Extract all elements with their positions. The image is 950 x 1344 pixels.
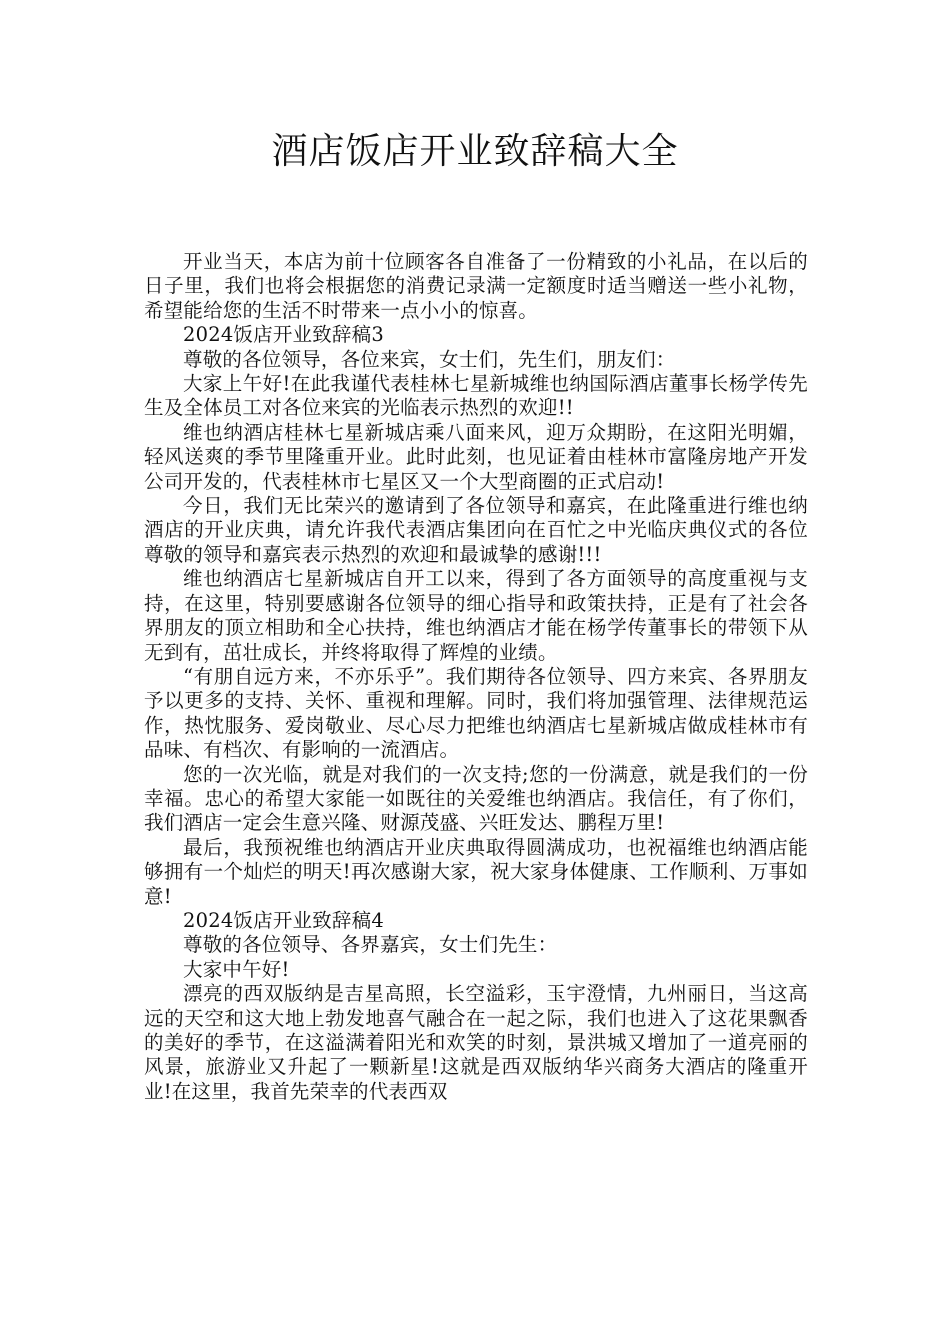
document-body: [144, 250, 808, 1104]
paragraph-welcome: 今日，我们无比荣兴的邀请到了各位领导和嘉宾，在此隆重进行维也纳酒店的开业庆典，请允许我代表酒店集团向在百忙之中光临庆典仪式的各位尊敬的领导和嘉宾表示热烈的欢迎和最诚挚的感谢!!!: [144, 494, 808, 566]
section-heading-3: 2024饭店开业致辞稿3: [183, 323, 384, 347]
document-title: 酒店饭店开业致辞稿大全: [271, 131, 679, 172]
paragraph-opening: 维也纳酒店桂林七星新城店乘八面来风，迎万众期盼，在这阳光明媚，轻风送爽的季节里隆重开业。此时此刻，也见证着由桂林市富隆房地产开发公司开发的，代表桂林市七星区又一个大型商圈的正式启动!: [144, 420, 808, 493]
paragraph-greeting-4: 大家中午好!: [183, 957, 290, 981]
paragraph-closing: 最后，我预祝维也纳酒店开业庆典取得圆满成功，也祝福维也纳酒店能够拥有一个灿烂的明天!再次感谢大家，祝大家身体健康、工作顺利、万事如意!: [144, 835, 808, 908]
paragraph-support: 您的一次光临，就是对我们的一次支持;您的一份满意，就是我们的一份幸福。忠心的希望大家能一如既往的关爱维也纳酒店。我信任，有了你们，我们酒店一定会生意兴隆、财源茂盛、兴旺发达、鹏程万里!: [144, 762, 808, 835]
paragraph-gift: 开业当天，本店为前十位顾客各自准备了一份精致的小礼品，在以后的日子里，我们也将会根据您的消费记录满一定额度时适当赠送一些小礼物，希望能给您的生活不时带来一点小小的惊喜。: [144, 250, 808, 322]
section-heading-4: 2024饭店开业致辞稿4: [183, 908, 384, 932]
paragraph-thanks: 维也纳酒店七星新城店自开工以来，得到了各方面领导的高度重视与支持，在这里，特别要感谢各位领导的细心指导和政策扶持，正是有了社会各界朋友的顶立相助和全心扶持，维也纳酒店才能在杨学传董事长的带领下从无到有，茁壮成长，并终将取得了辉煌的业绩。: [144, 567, 808, 664]
paragraph-xishuangbanna: 漂亮的西双版纳是吉星高照，长空溢彩，玉宇澄情，九州丽日，当这高远的天空和这大地上勃发地喜气融合在一起之际，我们也进入了这花果飘香的美好的季节，在这溢满着阳光和欢笑的时刻，景洪城又增加了一道亮丽的风景，旅游业又升起了一颗新星!这就是西双版纳华兴商务大酒店的隆重开业!在这里，我首先荣幸的代表西双: [144, 982, 808, 1103]
paragraph-salutation-3: 尊敬的各位领导，各位来宾，女士们，先生们，朋友们：: [183, 347, 676, 371]
paragraph-salutation-4: 尊敬的各位领导、各界嘉宾，女士们先生：: [183, 933, 558, 957]
paragraph-expectation: “有朋自远方来，不亦乐乎”。我们期待各位领导、四方来宾、各界朋友予以更多的支持、关怀、重视和理解。同时，我们将加强管理、法律规范运作，热忱服务、爱岗敬业、尽心尽力把维也纳酒店七星新城店做成桂林市有品味、有档次、有影响的一流酒店。: [144, 664, 808, 762]
paragraph-greeting-3: 大家上午好!在此我谨代表桂林七星新城维也纳国际酒店董事长杨学传先生及全体员工对各位来宾的光临表示热烈的欢迎!!: [144, 372, 808, 420]
